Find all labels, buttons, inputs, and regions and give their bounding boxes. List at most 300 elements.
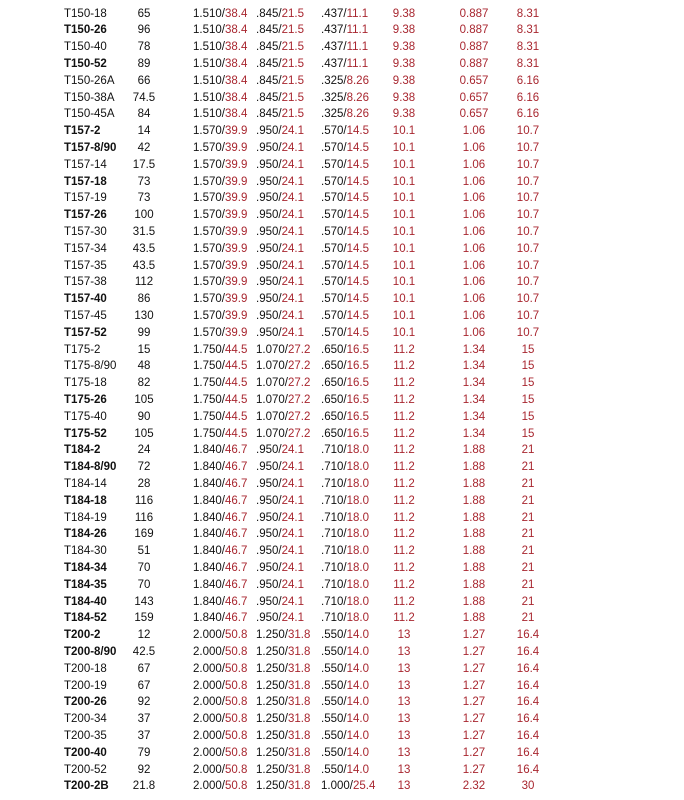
al-value: 11.2 xyxy=(393,377,415,390)
od-mm: 39.9 xyxy=(224,158,248,171)
ae-value: 16.4 xyxy=(516,746,540,759)
table-row xyxy=(0,291,684,308)
table-row xyxy=(0,274,684,291)
ae-value: 16.4 xyxy=(516,662,540,675)
table-row xyxy=(0,224,684,241)
part-number: T150-26A xyxy=(64,74,115,87)
al-value: 13 xyxy=(397,696,411,709)
le-value: 1.06 xyxy=(462,192,486,205)
ht-mm: 14.0 xyxy=(346,746,369,759)
id-inches: .845 xyxy=(256,24,279,37)
id-mm: 21.5 xyxy=(281,74,304,87)
id-mm: 24.1 xyxy=(281,561,304,574)
permeability: 116 xyxy=(134,494,154,507)
table-row xyxy=(0,778,684,795)
permeability: 130 xyxy=(134,309,154,322)
part-number: T200-18 xyxy=(64,662,107,675)
id-inches: 1.250 xyxy=(256,780,285,793)
ht-inches: .650 xyxy=(321,427,344,440)
table-row xyxy=(0,90,684,107)
table-row xyxy=(0,577,684,594)
od-inches: 1.570 xyxy=(193,293,222,306)
le-value: 1.06 xyxy=(462,141,486,154)
inner-diameter: .950/24.1 xyxy=(256,444,304,457)
inner-diameter: 1.250/31.8 xyxy=(256,780,311,793)
table-row xyxy=(0,644,684,661)
od-inches: 1.840 xyxy=(193,528,222,541)
outer-diameter: 1.750/44.5 xyxy=(193,427,248,440)
id-mm: 24.1 xyxy=(281,209,304,222)
permeability: 43.5 xyxy=(132,242,156,255)
part-number: T157-30 xyxy=(64,225,107,238)
outer-diameter: 1.570/39.9 xyxy=(193,326,248,339)
ht-inches: .710 xyxy=(321,444,344,457)
od-mm: 39.9 xyxy=(224,209,248,222)
id-mm: 31.8 xyxy=(287,645,311,658)
table-row xyxy=(0,39,684,56)
id-inches: .950 xyxy=(256,528,279,541)
id-inches: .950 xyxy=(256,461,279,474)
part-number: T200-52 xyxy=(64,763,107,776)
od-mm: 46.7 xyxy=(224,545,248,558)
ht-inches: .570 xyxy=(321,242,344,255)
al-value: 11.2 xyxy=(393,494,415,507)
od-inches: 1.840 xyxy=(193,477,222,490)
ht-inches: .570 xyxy=(321,175,344,188)
part-number: T175-2 xyxy=(64,343,101,356)
part-number: T157-14 xyxy=(64,158,107,171)
ae-value: 10.7 xyxy=(516,326,540,339)
id-inches: 1.250 xyxy=(256,713,285,726)
ht-inches: .570 xyxy=(321,293,344,306)
part-number: T200-2 xyxy=(64,629,101,642)
outer-diameter: 1.510/38.4 xyxy=(193,24,248,37)
part-number: T150-45A xyxy=(64,108,115,121)
height: .650/16.5 xyxy=(321,360,369,373)
permeability: 42.5 xyxy=(132,645,156,658)
id-inches: 1.250 xyxy=(256,746,285,759)
inner-diameter: 1.070/27.2 xyxy=(256,377,311,390)
permeability: 21.8 xyxy=(132,780,156,793)
ae-value: 21 xyxy=(521,578,535,591)
ht-mm: 14.5 xyxy=(346,276,369,289)
al-value: 11.2 xyxy=(393,511,415,524)
id-inches: .950 xyxy=(256,141,279,154)
ht-mm: 18.0 xyxy=(346,578,369,591)
od-mm: 39.9 xyxy=(224,125,248,138)
permeability: 143 xyxy=(134,595,154,608)
ht-inches: .550 xyxy=(321,696,344,709)
ht-inches: .437 xyxy=(321,41,344,54)
ht-mm: 16.5 xyxy=(346,427,369,440)
id-mm: 31.8 xyxy=(287,729,311,742)
id-inches: .950 xyxy=(256,125,279,138)
part-number: T184-2 xyxy=(64,444,101,457)
outer-diameter: 1.750/44.5 xyxy=(193,360,248,373)
od-mm: 44.5 xyxy=(224,360,248,373)
ht-inches: .570 xyxy=(321,326,344,339)
id-inches: .950 xyxy=(256,276,279,289)
permeability: 86 xyxy=(137,293,151,306)
ae-value: 15 xyxy=(521,427,535,440)
id-mm: 21.5 xyxy=(281,108,304,121)
part-number: T184-52 xyxy=(64,612,107,625)
le-value: 1.27 xyxy=(462,746,486,759)
outer-diameter: 1.510/38.4 xyxy=(193,108,248,121)
table-row xyxy=(0,610,684,627)
id-mm: 24.1 xyxy=(281,293,304,306)
ht-mm: 16.5 xyxy=(346,360,369,373)
le-value: 1.27 xyxy=(462,763,486,776)
permeability: 84 xyxy=(137,108,151,121)
le-value: 1.88 xyxy=(462,461,486,474)
id-mm: 27.2 xyxy=(287,410,311,423)
permeability: 79 xyxy=(137,746,151,759)
ae-value: 10.7 xyxy=(516,259,540,272)
inner-diameter: 1.250/31.8 xyxy=(256,713,311,726)
outer-diameter: 1.840/46.7 xyxy=(193,578,248,591)
height: .710/18.0 xyxy=(321,444,369,457)
ae-value: 21 xyxy=(521,612,535,625)
inner-diameter: 1.250/31.8 xyxy=(256,679,311,692)
part-number: T175-18 xyxy=(64,377,107,390)
part-number: T184-19 xyxy=(64,511,107,524)
height: .570/14.5 xyxy=(321,225,369,238)
height: .570/14.5 xyxy=(321,242,369,255)
id-mm: 31.8 xyxy=(287,780,311,793)
ht-inches: .437 xyxy=(321,24,344,37)
ht-mm: 18.0 xyxy=(346,444,369,457)
part-number: T200-2B xyxy=(64,780,109,793)
ae-value: 10.7 xyxy=(516,276,540,289)
od-mm: 46.7 xyxy=(224,528,248,541)
al-value: 10.1 xyxy=(392,259,416,272)
inner-diameter: .950/24.1 xyxy=(256,192,304,205)
od-inches: 2.000 xyxy=(193,729,222,742)
inner-diameter: .950/24.1 xyxy=(256,494,304,507)
outer-diameter: 2.000/50.8 xyxy=(193,780,248,793)
ht-mm: 14.5 xyxy=(346,175,369,188)
id-inches: .845 xyxy=(256,74,279,87)
part-number: T150-18 xyxy=(64,7,107,20)
table-row xyxy=(0,190,684,207)
id-inches: .845 xyxy=(256,41,279,54)
outer-diameter: 2.000/50.8 xyxy=(193,629,248,642)
ht-mm: 11.1 xyxy=(346,24,369,37)
ae-value: 10.7 xyxy=(516,192,540,205)
permeability: 73 xyxy=(137,192,151,205)
ht-inches: .710 xyxy=(321,461,344,474)
height: .570/14.5 xyxy=(321,141,369,154)
height: .710/18.0 xyxy=(321,461,369,474)
id-inches: .950 xyxy=(256,293,279,306)
od-mm: 38.4 xyxy=(224,24,248,37)
outer-diameter: 2.000/50.8 xyxy=(193,645,248,658)
al-value: 9.38 xyxy=(392,108,416,121)
ht-mm: 14.0 xyxy=(346,696,369,709)
ae-value: 21 xyxy=(521,444,535,457)
id-mm: 27.2 xyxy=(287,377,311,390)
od-inches: 1.510 xyxy=(193,41,222,54)
od-mm: 50.8 xyxy=(224,763,248,776)
inner-diameter: .950/24.1 xyxy=(256,276,304,289)
od-inches: 1.750 xyxy=(193,410,222,423)
table-row xyxy=(0,123,684,140)
od-inches: 1.840 xyxy=(193,444,222,457)
ht-inches: .550 xyxy=(321,645,344,658)
inner-diameter: .845/21.5 xyxy=(256,74,304,87)
inner-diameter: 1.070/27.2 xyxy=(256,410,311,423)
id-mm: 31.8 xyxy=(287,746,311,759)
id-mm: 21.5 xyxy=(281,24,304,37)
le-value: 1.88 xyxy=(462,595,486,608)
le-value: 1.34 xyxy=(462,410,486,423)
ht-inches: .650 xyxy=(321,377,344,390)
ht-inches: .650 xyxy=(321,393,344,406)
height: .437/11.1 xyxy=(321,41,369,54)
le-value: 1.34 xyxy=(462,343,486,356)
table-row xyxy=(0,207,684,224)
permeability: 67 xyxy=(137,662,151,675)
part-number: T157-35 xyxy=(64,259,107,272)
permeability: 31.5 xyxy=(132,225,156,238)
outer-diameter: 1.570/39.9 xyxy=(193,225,248,238)
od-mm: 44.5 xyxy=(224,393,248,406)
permeability: 99 xyxy=(137,326,151,339)
ae-value: 16.4 xyxy=(516,629,540,642)
id-mm: 24.1 xyxy=(281,309,304,322)
outer-diameter: 1.510/38.4 xyxy=(193,91,248,104)
al-value: 9.38 xyxy=(392,41,416,54)
part-number: T157-52 xyxy=(64,326,107,339)
outer-diameter: 1.840/46.7 xyxy=(193,494,248,507)
ae-value: 21 xyxy=(521,511,535,524)
ae-value: 16.4 xyxy=(516,713,540,726)
ae-value: 16.4 xyxy=(516,645,540,658)
permeability: 15 xyxy=(137,343,151,356)
id-mm: 24.1 xyxy=(281,141,304,154)
od-mm: 39.9 xyxy=(224,192,248,205)
od-mm: 38.4 xyxy=(224,108,248,121)
id-inches: .950 xyxy=(256,561,279,574)
ht-inches: .325 xyxy=(321,108,344,121)
inner-diameter: 1.250/31.8 xyxy=(256,696,311,709)
id-mm: 31.8 xyxy=(287,713,311,726)
part-number: T184-30 xyxy=(64,545,107,558)
al-value: 11.2 xyxy=(393,612,415,625)
od-inches: 1.840 xyxy=(193,494,222,507)
inner-diameter: .950/24.1 xyxy=(256,209,304,222)
inner-diameter: 1.070/27.2 xyxy=(256,360,311,373)
ht-inches: .570 xyxy=(321,192,344,205)
table-row xyxy=(0,174,684,191)
id-mm: 24.1 xyxy=(281,326,304,339)
od-mm: 50.8 xyxy=(224,729,248,742)
inner-diameter: .950/24.1 xyxy=(256,158,304,171)
ht-inches: .710 xyxy=(321,612,344,625)
al-value: 13 xyxy=(397,713,411,726)
od-inches: 2.000 xyxy=(193,662,222,675)
al-value: 11.2 xyxy=(393,343,415,356)
od-inches: 1.570 xyxy=(193,259,222,272)
outer-diameter: 1.840/46.7 xyxy=(193,528,248,541)
outer-diameter: 1.840/46.7 xyxy=(193,595,248,608)
ht-mm: 14.0 xyxy=(346,679,369,692)
ae-value: 10.7 xyxy=(516,293,540,306)
permeability: 37 xyxy=(137,729,151,742)
le-value: 0.887 xyxy=(459,57,489,70)
outer-diameter: 1.840/46.7 xyxy=(193,545,248,558)
outer-diameter: 1.570/39.9 xyxy=(193,192,248,205)
od-inches: 1.840 xyxy=(193,511,222,524)
le-value: 1.06 xyxy=(462,259,486,272)
height: .437/11.1 xyxy=(321,7,369,20)
permeability: 96 xyxy=(137,24,151,37)
le-value: 1.88 xyxy=(462,612,486,625)
id-mm: 24.1 xyxy=(281,595,304,608)
outer-diameter: 2.000/50.8 xyxy=(193,662,248,675)
le-value: 1.06 xyxy=(462,242,486,255)
id-inches: 1.070 xyxy=(256,343,285,356)
permeability: 169 xyxy=(134,528,154,541)
ae-value: 15 xyxy=(521,377,535,390)
permeability: 43.5 xyxy=(132,259,156,272)
table-row xyxy=(0,6,684,23)
height: .550/14.0 xyxy=(321,679,369,692)
ht-mm: 14.5 xyxy=(346,141,369,154)
al-value: 10.1 xyxy=(392,293,416,306)
inner-diameter: .950/24.1 xyxy=(256,175,304,188)
outer-diameter: 1.840/46.7 xyxy=(193,612,248,625)
inner-diameter: 1.250/31.8 xyxy=(256,662,311,675)
ae-value: 8.31 xyxy=(516,24,540,37)
inner-diameter: .845/21.5 xyxy=(256,91,304,104)
part-number: T150-26 xyxy=(64,24,107,37)
outer-diameter: 1.750/44.5 xyxy=(193,393,248,406)
height: .650/16.5 xyxy=(321,410,369,423)
od-mm: 44.5 xyxy=(224,427,248,440)
height: .710/18.0 xyxy=(321,578,369,591)
al-value: 11.2 xyxy=(393,545,415,558)
id-inches: .950 xyxy=(256,326,279,339)
inner-diameter: .950/24.1 xyxy=(256,612,304,625)
permeability: 105 xyxy=(134,427,154,440)
le-value: 1.27 xyxy=(462,729,486,742)
part-number: T157-8/90 xyxy=(64,141,117,154)
height: .710/18.0 xyxy=(321,477,369,490)
table-row xyxy=(0,358,684,375)
al-value: 11.2 xyxy=(393,427,415,440)
outer-diameter: 1.570/39.9 xyxy=(193,259,248,272)
id-inches: .950 xyxy=(256,192,279,205)
outer-diameter: 1.510/38.4 xyxy=(193,74,248,87)
id-inches: 1.250 xyxy=(256,679,285,692)
id-mm: 24.1 xyxy=(281,225,304,238)
table-row xyxy=(0,762,684,779)
ae-value: 10.7 xyxy=(516,125,540,138)
permeability: 159 xyxy=(134,612,154,625)
outer-diameter: 2.000/50.8 xyxy=(193,746,248,759)
table-row xyxy=(0,56,684,73)
id-inches: .950 xyxy=(256,259,279,272)
height: .570/14.5 xyxy=(321,309,369,322)
od-inches: 1.570 xyxy=(193,141,222,154)
height: .325/8.26 xyxy=(321,74,369,87)
ae-value: 21 xyxy=(521,461,535,474)
ht-mm: 14.5 xyxy=(346,125,369,138)
od-mm: 50.8 xyxy=(224,629,248,642)
height: .570/14.5 xyxy=(321,293,369,306)
ht-inches: .570 xyxy=(321,225,344,238)
height: .570/14.5 xyxy=(321,192,369,205)
ht-inches: .650 xyxy=(321,360,344,373)
id-inches: .950 xyxy=(256,595,279,608)
outer-diameter: 1.570/39.9 xyxy=(193,125,248,138)
part-number: T157-26 xyxy=(64,209,107,222)
part-number: T184-14 xyxy=(64,477,107,490)
id-inches: .950 xyxy=(256,225,279,238)
part-number: T200-19 xyxy=(64,679,107,692)
table-row xyxy=(0,258,684,275)
ht-mm: 18.0 xyxy=(346,595,369,608)
height: .570/14.5 xyxy=(321,125,369,138)
height: .570/14.5 xyxy=(321,326,369,339)
ht-mm: 14.5 xyxy=(346,209,369,222)
inner-diameter: 1.250/31.8 xyxy=(256,746,311,759)
ht-mm: 25.4 xyxy=(352,780,376,793)
id-inches: .950 xyxy=(256,444,279,457)
od-mm: 46.7 xyxy=(224,578,248,591)
od-inches: 1.510 xyxy=(193,24,222,37)
height: .710/18.0 xyxy=(321,545,369,558)
al-value: 11.2 xyxy=(393,477,415,490)
ht-mm: 14.0 xyxy=(346,629,369,642)
permeability: 14 xyxy=(137,125,151,138)
ht-mm: 14.0 xyxy=(346,645,369,658)
inner-diameter: 1.070/27.2 xyxy=(256,393,311,406)
al-value: 13 xyxy=(397,629,411,642)
id-inches: 1.250 xyxy=(256,662,285,675)
inner-diameter: .950/24.1 xyxy=(256,242,304,255)
id-inches: .950 xyxy=(256,477,279,490)
part-number: T157-40 xyxy=(64,293,107,306)
od-inches: 2.000 xyxy=(193,780,222,793)
ht-mm: 14.5 xyxy=(346,293,369,306)
permeability: 42 xyxy=(137,141,151,154)
part-number: T157-45 xyxy=(64,309,107,322)
ae-value: 21 xyxy=(521,561,535,574)
permeability: 28 xyxy=(137,477,151,490)
inner-diameter: 1.250/31.8 xyxy=(256,645,311,658)
table-row xyxy=(0,342,684,359)
permeability: 73 xyxy=(137,175,151,188)
outer-diameter: 1.840/46.7 xyxy=(193,444,248,457)
ae-value: 10.7 xyxy=(516,158,540,171)
od-mm: 38.4 xyxy=(224,41,248,54)
height: .550/14.0 xyxy=(321,645,369,658)
al-value: 10.1 xyxy=(392,141,416,154)
outer-diameter: 1.570/39.9 xyxy=(193,209,248,222)
permeability: 112 xyxy=(134,276,154,289)
id-inches: 1.250 xyxy=(256,763,285,776)
id-inches: 1.070 xyxy=(256,410,285,423)
ht-mm: 18.0 xyxy=(346,461,369,474)
al-value: 13 xyxy=(397,763,411,776)
ae-value: 6.16 xyxy=(516,108,540,121)
od-mm: 50.8 xyxy=(224,679,248,692)
od-inches: 1.750 xyxy=(193,427,222,440)
od-inches: 1.570 xyxy=(193,309,222,322)
